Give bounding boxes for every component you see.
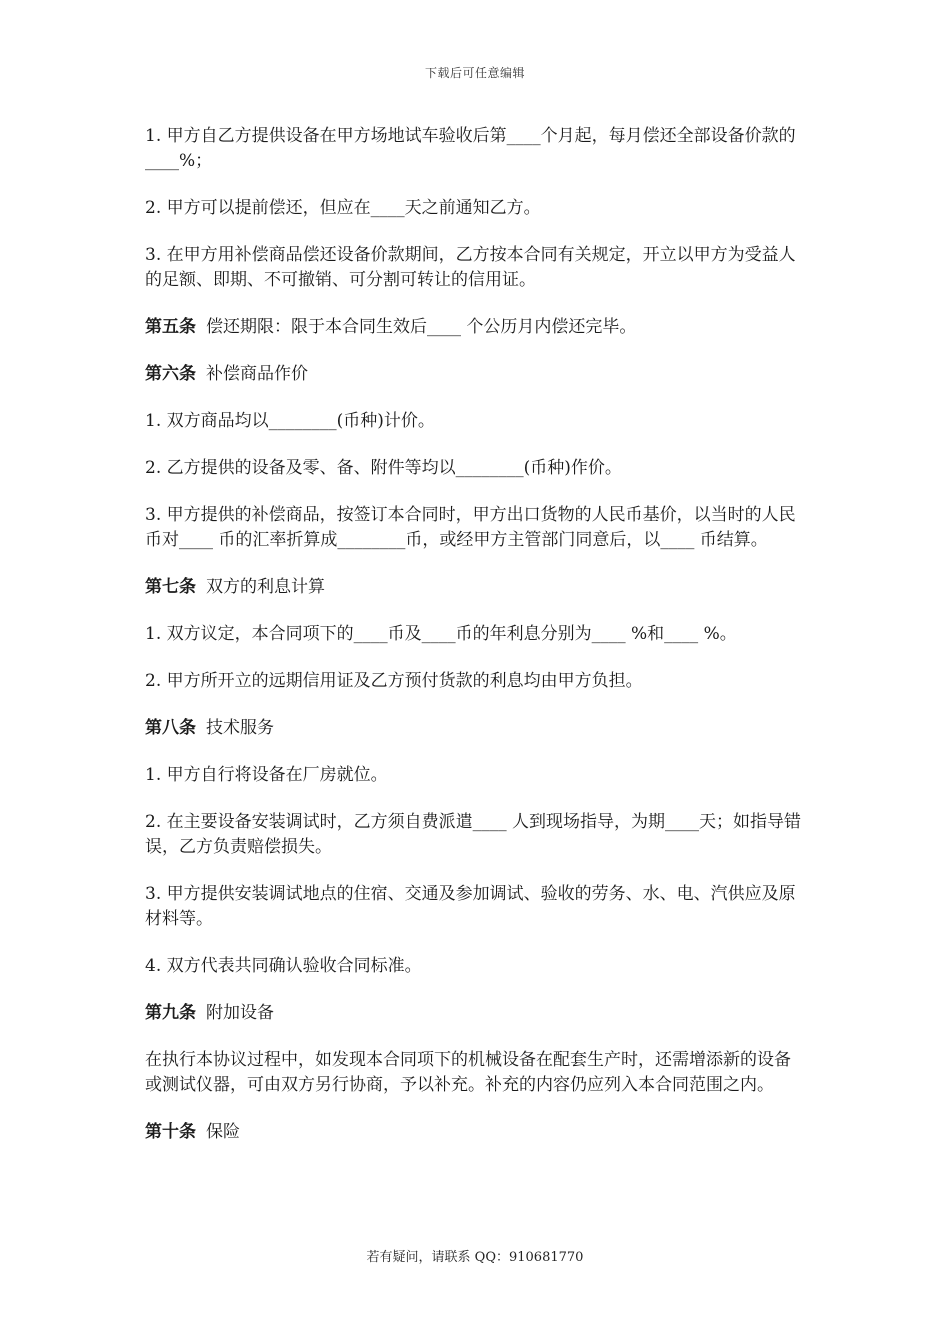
article-number: 第九条 [145, 1003, 196, 1023]
article-8-heading [145, 716, 807, 741]
paragraph-6-2: 2. 乙方提供的设备及零、备、附件等均以________(币种)作价。 [145, 458, 622, 478]
article-title: 偿还期限：限于本合同生效后____ 个公历月内偿还完毕。 [206, 317, 637, 337]
article-7-heading [145, 575, 807, 600]
article-title: 附加设备 [206, 1003, 274, 1023]
article-title: 保险 [206, 1122, 240, 1142]
article-number: 第六条 [145, 364, 196, 384]
document-body [145, 124, 807, 1167]
paragraph-4-3: 3. 在甲方用补偿商品偿还设备价款期间，乙方按本合同有关规定，开立以甲方为受益人的足额、即期、不可撤销、可分割可转让的信用证。 [145, 245, 796, 290]
paragraph-8-3: 3. 甲方提供安装调试地点的住宿、交通及参加调试、验收的劳务、水、电、汽供应及原材料等。 [145, 884, 796, 929]
article-number: 第七条 [145, 577, 196, 597]
article-number: 第五条 [145, 317, 196, 337]
article-6-heading [145, 362, 807, 387]
page-header: 下载后可任意编辑 [424, 66, 525, 80]
paragraph-6-1: 1. 双方商品均以________(币种)计价。 [145, 411, 435, 431]
article-title: 技术服务 [206, 718, 274, 738]
article-10-heading [145, 1120, 807, 1145]
paragraph-8-4: 4. 双方代表共同确认验收合同标准。 [145, 956, 422, 976]
paragraph-8-2: 2. 在主要设备安装调试时，乙方须自费派遣____ 人到现场指导，为期____天；如指导错误，乙方负责赔偿损失。 [145, 812, 802, 857]
article-number: 第八条 [145, 718, 196, 738]
article-title: 双方的利息计算 [206, 577, 325, 597]
paragraph-7-2: 2. 甲方所开立的远期信用证及乙方预付货款的利息均由甲方负担。 [145, 671, 643, 691]
page-footer: 若有疑问，请联系 QQ：910681770 [366, 1250, 584, 1265]
article-9-heading [145, 1001, 807, 1026]
paragraph-8-1: 1. 甲方自行将设备在厂房就位。 [145, 765, 388, 785]
article-number: 第十条 [145, 1122, 196, 1142]
paragraph-4-2: 2. 甲方可以提前偿还，但应在____天之前通知乙方。 [145, 198, 541, 218]
paragraph-6-3: 3. 甲方提供的补偿商品，按签订本合同时，甲方出口货物的人民币基价，以当时的人民币对____ 币的汇率折算成________币，或经甲方主管部门同意后，以____ 币结算。 [145, 505, 796, 550]
article-5-heading [145, 315, 807, 340]
paragraph-4-1: 1. 甲方自乙方提供设备在甲方场地试车验收后第____个月起，每月偿还全部设备价款的____%； [145, 126, 796, 171]
paragraph-9-body: 在执行本协议过程中，如发现本合同项下的机械设备在配套生产时，还需增添新的设备或测试仪器，可由双方另行协商，予以补充。补充的内容仍应列入本合同范围之内。 [145, 1050, 791, 1095]
paragraph-7-1: 1. 双方议定，本合同项下的____币及____币的年利息分别为____ %和____ %。 [145, 624, 737, 644]
article-title: 补偿商品作价 [206, 364, 308, 384]
